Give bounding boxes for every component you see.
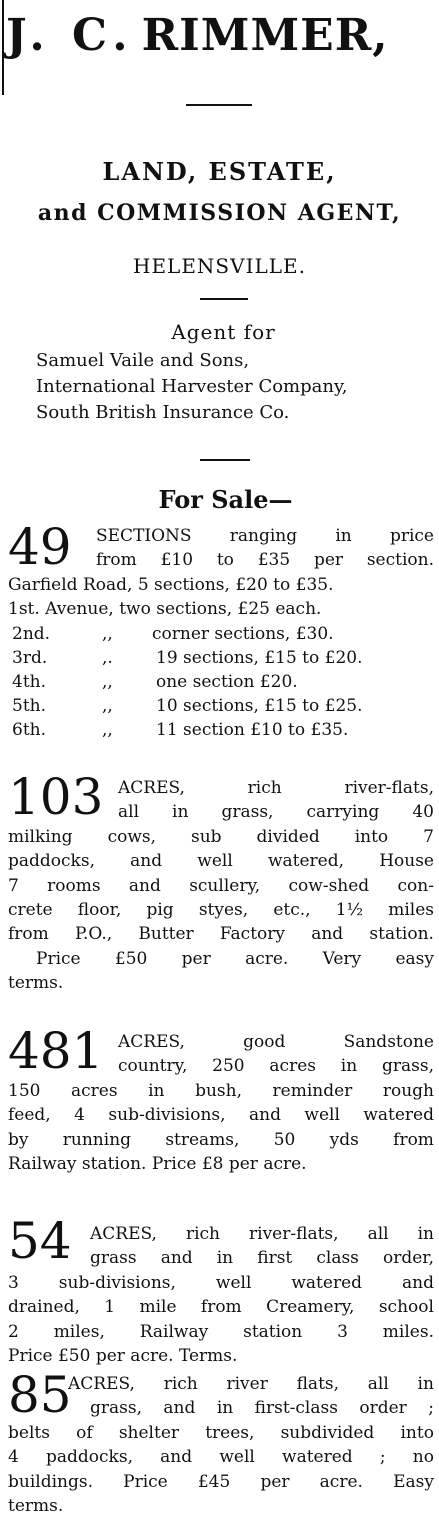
listing-line: Price £50 per acre. Terms. bbox=[8, 1345, 238, 1366]
heading-town: HELENSVILLE. bbox=[133, 254, 306, 278]
listing-line: terms. bbox=[8, 1495, 64, 1516]
listing-54-acres bbox=[8, 1222, 434, 1368]
agency-item: International Harvester Company, bbox=[36, 376, 348, 397]
listing-number: 85 bbox=[8, 1366, 72, 1424]
advertiser-initials: J. C. bbox=[6, 10, 134, 61]
advertiser-name bbox=[6, 6, 439, 66]
listing-number: 54 bbox=[8, 1212, 72, 1270]
listing-line: drained, 1 mile from Creamery, school bbox=[8, 1297, 434, 1318]
agency-item: Samuel Vaile and Sons, bbox=[36, 350, 250, 371]
listing-line: Garfield Road, 5 sections, £20 to £35. bbox=[8, 574, 334, 595]
agency-list bbox=[36, 348, 347, 426]
agency-item: South British Insurance Co. bbox=[36, 402, 290, 423]
divider-rule bbox=[200, 298, 248, 300]
listing-line: milking cows, sub divided into 7 bbox=[8, 826, 434, 847]
listing-line: grass and in first class order, bbox=[90, 1248, 434, 1269]
listing-line: 7 rooms and scullery, cow-shed con- bbox=[8, 875, 434, 896]
listing-line: 1st. Avenue, two sections, £25 each. bbox=[8, 599, 322, 620]
listing-line: feed, 4 sub-divisions, and well watered bbox=[8, 1105, 434, 1126]
listing-103-acres bbox=[8, 776, 434, 996]
listing-line: ACRES, rich river-flats, all in bbox=[90, 1224, 434, 1244]
listing-line: terms. bbox=[8, 973, 64, 994]
listing-line: buildings. Price £45 per acre. Easy bbox=[8, 1471, 434, 1492]
listing-line: from P.O., Butter Factory and station. bbox=[8, 924, 434, 945]
listing-number: 103 bbox=[8, 768, 104, 826]
listing-line: crete floor, pig styes, etc., 1½ miles bbox=[8, 899, 434, 920]
listing-line: belts of shelter trees, subdivided into bbox=[8, 1422, 434, 1443]
listing-number: 481 bbox=[8, 1022, 104, 1080]
listing-line: 2 miles, Railway station 3 miles. bbox=[8, 1321, 434, 1342]
listing-line: grass, and in first-class order ; bbox=[90, 1398, 434, 1419]
listing-line: Railway station. Price £8 per acre. bbox=[8, 1153, 307, 1174]
agent-for-label: Agent for bbox=[171, 320, 276, 344]
divider-rule bbox=[200, 459, 250, 461]
listing-line: country, 250 acres in grass, bbox=[118, 1056, 434, 1077]
listing-line: from £10 to £35 per section. bbox=[96, 550, 434, 571]
sections-listing bbox=[8, 518, 434, 622]
listing-line: 4 paddocks, and well watered ; no bbox=[8, 1447, 434, 1468]
listing-number: 49 bbox=[8, 518, 72, 576]
listing-line: 150 acres in bush, reminder rough bbox=[8, 1080, 434, 1101]
listing-481-acres bbox=[8, 1030, 434, 1176]
listing-line: SECTIONS ranging in price bbox=[96, 526, 434, 546]
listing-line: paddocks, and well watered, House bbox=[8, 851, 434, 872]
listing-line: all in grass, carrying 40 bbox=[118, 802, 434, 823]
listing-85-acres bbox=[8, 1366, 434, 1518]
column-border bbox=[2, 0, 4, 95]
listing-line: ACRES, good Sandstone bbox=[118, 1032, 434, 1052]
divider-rule bbox=[186, 104, 252, 106]
listing-line: ACRES, rich river flats, all in bbox=[68, 1374, 434, 1394]
listing-line: 3 sub-divisions, well watered and bbox=[8, 1272, 434, 1293]
listing-line: by running streams, 50 yds from bbox=[8, 1129, 434, 1150]
listing-line: ACRES, rich river-flats, bbox=[118, 778, 434, 798]
advertiser-surname: RIMMER, bbox=[141, 10, 389, 61]
for-sale-heading: For Sale— bbox=[158, 485, 293, 514]
advertisement-page: J. C. RIMMER, LAND, ESTATE, and COMMISSION AGENT, HELENSVILLE. Agent for Samuel Vaile and Sons, International Harvester Company, South British Insurance Co. For Sale— 49 SECTIONS ranging in price from £10 to £35 per section. Garfield Road, 5 sections, £20 to £35. 1st. Avenue, two sections, £25 each. 2nd. ,, corner sections, £30. 3rd. ,. 19 sections, £15 to £20. 4th. ,, one section £20. 5th. ,, 10 sections, £15 to £25. 6th. ,, 11 section £10 to £35. 103 ACRES, rich river-flats, all in grass, carrying 40 milking cows, sub divided into 7 paddocks, and well watered, House 7 rooms and scullery, cow-shed con- crete floor, pig styes, etc., 1½ miles from P.O., Butter Factory and station. Price £50 per acre. Very easy terms. 481 ACRES, good Sandstone country, 250 acres in grass, 150 acres in bush, reminder rough feed, 4 sub-divisions, and well watered by running streams, 50 yds from Railway station. Price £8 per acre. 54 ACRES, rich river-flats, all in grass and in first class order, 3 sub-divisions, well watered and drained, 1 mile from Creamery, school 2 miles, Railway station 3 miles. Price £50 per acre. Terms. 85 ACRES, rich river flats, all in grass, and in first-class order ; belts of shelter trees, subdivided into 4 paddocks, and well watered ; no buildings. Price £45 per acre. Easy terms. bbox=[0, 0, 439, 1515]
heading-commission-agent: and COMMISSION AGENT, bbox=[37, 200, 402, 226]
heading-land-estate: LAND, ESTATE, bbox=[102, 157, 337, 186]
listing-line: Price £50 per acre. Very easy bbox=[36, 948, 434, 969]
